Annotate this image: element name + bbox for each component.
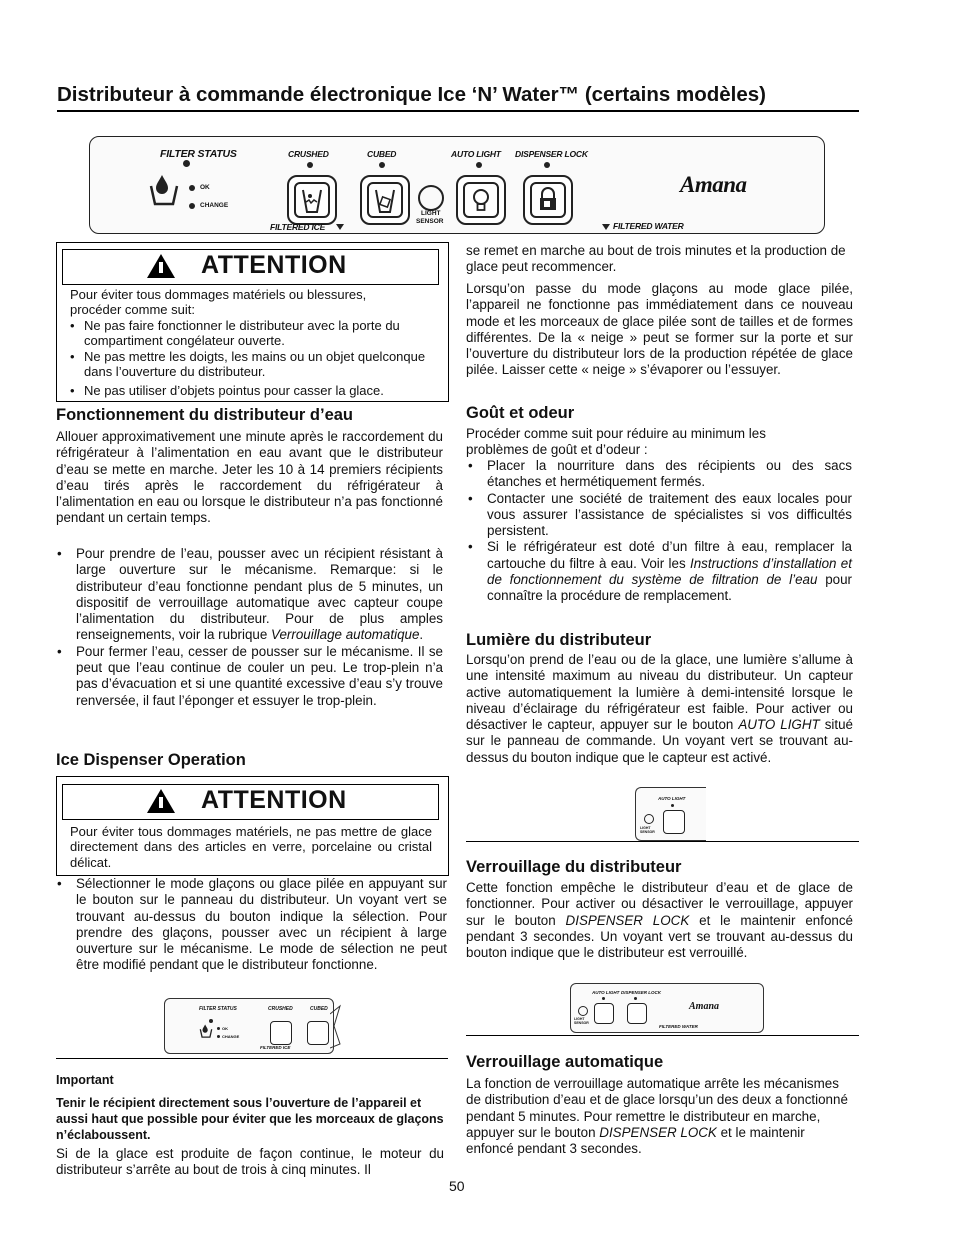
lock-icon [532,184,564,216]
filtered-water-arrow-icon [602,224,610,230]
change-label: CHANGE [200,202,229,209]
cubed-ice-icon [369,184,401,216]
warning-intro-1: Pour éviter tous dommages matériels ou blessures, procéder comme suit: [70,287,367,318]
list-item: • Sélectionner le mode glaçons ou glace pilée en appuyant sur le bouton sur le panneau du distributeur. Un voyant vert se trouvant au-dessus du bouton indique la sélection. Pour prendre des glaçons, pousser avec un récipient à large ouverture sur le mécanisme. Le mode de sélection ne peut être modifié pendant que le distributeur fonctionne. [55,876,447,974]
ice-section-heading: Ice Dispenser Operation [56,751,246,769]
mini-cubed-label: CUBED [310,1006,328,1012]
mini-lock-panel [570,983,764,1033]
list-item: • Pour prendre de l’eau, pousser avec un récipient résistant à large ouverture sur le mécanisme. Remarque: si le distributeur d’eau fonctionne pendant plus de 5 minutes, un dispositif de verrouillage automatique avec capteur coupe l’alimentation du distributeur. Pour de plus amples renseignements, voir la rubrique Verrouillage automatique. [55,546,443,644]
filter-status-led [183,160,190,167]
mini2-amana-logo: Amana [689,1001,720,1012]
filtered-ice-arrow-icon [336,224,344,230]
light-sensor-icon [418,185,444,211]
taste-bullet-list [466,458,852,605]
mini-light-sensor-icon [644,814,654,824]
mini-filtered-ice-label: FILTERED ICE [260,1045,291,1050]
ice-section-rule [56,1058,448,1059]
list-item: • Placer la nourriture dans des récipients ou des sacs étanches et hermétiquement fermés. [466,458,852,491]
mini2-auto-light-led [602,997,605,1000]
filtered-ice-label: FILTERED ICE [270,222,326,232]
warning-exclamation-icon [159,262,163,273]
list-item: • Ne pas faire fonctionner le distributeur avec la porte du compartiment congélateur ouverte. [70,318,434,349]
dispenser-lock-label: DISPENSER LOCK [515,149,588,159]
mini-auto-light-led [671,804,674,807]
mini-auto-light-button [663,810,685,834]
warning-exclamation-icon [159,797,163,808]
lock-text-italic: DISPENSER LOCK [565,912,690,928]
lock-section-rule [466,1035,859,1036]
mini2-lock-led [634,997,637,1000]
warning-heading-2: ATTENTION [201,786,347,814]
warning-header-2 [62,784,439,820]
mini-change-label: CHANGE [222,1034,240,1039]
lock-text-a: Cette fonction empêche le distributeur d’eau et de glace de fonctionner. Pour activer ou désactiver le verrouillage, appuyer sur le bouton [466,880,853,928]
light-bulb-icon [465,184,497,216]
light-heading: Lumière du distributeur [466,631,652,649]
cubed-ice-button[interactable] [360,175,410,225]
list-item [466,539,852,604]
ok-led [189,185,195,191]
mini-auto-light-label: AUTO LIGHT [658,796,686,801]
auto-text-italic: DISPENSER LOCK [599,1124,717,1140]
right-continuation-1: se remet en marche au bout de trois minutes et la production de glace peut recommencer. [466,243,846,275]
lock-text-b: et le maintenir enfoncé pendant 3 secondes. Un voyant vert se trouvant au-dessus du bouton indique que le distributeur est verrouillé. [466,912,853,961]
taste-b3-italic: Instructions d’installation et de fonctionnement du système de filtration de l’eau [487,555,852,588]
mini-crushed-button [270,1021,292,1045]
page-title: Distributeur à commande électronique Ice ‘N’ Water™ (certains modèles) [57,83,766,106]
list-item: • Pour fermer l’eau, cesser de pousser sur le mécanisme. Il se peut que l’eau continue de couler un peu. Le trop-plein n’a pas d’évacuation et si une quantité excessive d’eau s’y trouve renversée, il faut l’éponger et essuyer le trop-plein. [55,644,443,709]
mini-change-led [217,1035,220,1038]
list-item: • Ne pas utiliser d’objets pointus pour casser la glace. [70,383,434,398]
right-continuation-2: Lorsqu’on passe du mode glaçons au mode glace pilée, l’appareil ne fonctionne pas immédiatement dans ce nouveau mode et les morceaux de glace pilée sont de tailles et de formes différentes. De la « neige » peut se former sur la porte et sur l’ouverture du distributeur lors de la production répétée de glace pilée. Laisser cette « neige » s’évaporer ou l’essuyer. [466,281,853,378]
mini-ok-label: OK [222,1026,228,1031]
crushed-ice-button[interactable] [287,175,337,225]
cubed-led [379,162,385,168]
light-sensor-label-1: LIGHT [421,210,441,217]
page-number: 50 [449,1178,465,1194]
light-text-italic: AUTO LIGHT [738,717,820,733]
list-item: • Ne pas mettre les doigts, les mains ou un objet quelconque dans l’ouverture du distributeur. [70,349,434,380]
auto-lock-heading: Verrouillage automatique [466,1053,664,1071]
light-sensor-label-2: SENSOR [416,218,444,225]
mini-ice-panel [164,998,334,1054]
warning-heading-1: ATTENTION [201,251,347,279]
warning-text-2: Pour éviter tous dommages matériels, ne pas mettre de glace directement dans des articles en verre, porcelaine ou cristal délicat. [70,824,432,870]
mini-crushed-label: CRUSHED [268,1006,293,1012]
taste-heading: Goût et odeur [466,404,575,422]
auto-text-a: La fonction de verrouillage automatique arrête les mécanismes de distribution d’eau et de glace lorsqu’un des deux a fonctionné pendant 5 minutes. Pour remettre le distributeur en marche, appuyer sur le bouton [466,1076,848,1140]
mini-ok-led [217,1027,220,1030]
taste-b3-text: Si le réfrigérateur est doté d’un filtre à eau, remplacer la cartouche du filtre à eau. Voir les [487,539,852,571]
mini2-lock-label: DISPENSER LOCK [621,990,662,995]
water-section-heading: Fonctionnement du distributeur d’eau [56,406,353,424]
mini2-light-sensor-label: LIGHT SENSOR [574,1017,589,1025]
ice-bullet-list [55,876,447,974]
list-item: • Contacter une société de traitement des eaux locales pour vous assurer l’assistance de spécialistes si vos difficultés persistent. [466,491,852,540]
mini2-light-sensor-icon [578,1006,588,1016]
cubed-label: CUBED [367,149,397,159]
water-bullet-list [55,546,443,709]
light-section-rule [466,841,859,842]
auto-text-b: et le maintenir enfoncé pendant 3 secondes. [466,1124,805,1157]
mini-light-sensor-label: LIGHT SENSOR [640,826,655,834]
mini-panel-tear-icon [330,1004,342,1050]
water-filter-icon [148,172,180,208]
warning-box-1 [56,242,449,402]
filter-status-label: FILTER STATUS [160,148,237,160]
light-text-a: Lorsqu’on prend de l’eau ou de la glace, une lumière s’allume à une intensité maximum au niveau du distributeur. Un capteur active automatiquement la lumière à demi-intensité lorsque le niveau d’éclairage du réfrigérateur est faible. Pour activer ou désactiver le capteur, appuyer sur le bouton [466,652,853,733]
auto-light-label: AUTO LIGHT [451,149,501,159]
crushed-led [307,162,313,168]
mini-cubed-button [307,1021,329,1045]
auto-light-led [476,162,482,168]
important-label: Important [56,1073,114,1087]
taste-intro: Procéder comme suit pour réduire au minimum les problèmes de goût et d’odeur : [466,426,766,458]
warning-header-1 [62,249,439,285]
mini-water-filter-icon [199,1023,213,1039]
important-text: Tenir le récipient directement sous l’ouverture de l’appareil et aussi haut que possible pour éviter que les morceaux de glaçons n’éclaboussent. [56,1096,444,1142]
mini2-auto-light-button [594,1003,614,1024]
dispenser-lock-button[interactable] [523,175,573,225]
light-paragraph [466,652,853,766]
title-rule [57,110,859,112]
dispenser-control-panel [89,136,825,234]
auto-lock-paragraph [466,1076,853,1157]
crushed-label: CRUSHED [288,149,329,159]
water-intro-paragraph: Allouer approximativement une minute après le raccordement du réfrigérateur à l’alimentation en eau avant que le distributeur d’eau se mette en marche. Jeter les 10 à 14 premiers récipients d’eau tirés après le raccordement du réfrigérateur à l’alimentation en eau ou lorsque le distributeur n’a pas fonctionné pendant un certain temps. [56,429,443,526]
lock-heading: Verrouillage du distributeur [466,858,682,876]
filtered-water-label: FILTERED WATER [613,221,684,231]
light-text-b: situé sur le panneau de commande. Un voyant vert se trouvant au-dessus du bouton indique que le capteur est activé. [466,717,853,765]
ice-final-paragraph: Si de la glace est produite de façon continue, le moteur du distributeur s’arrête au bout de trois à cinq minutes. Il [56,1146,444,1178]
lock-paragraph [466,880,853,961]
taste-b3-end: pour connaître la procédure de remplacement. [487,572,852,604]
mini-filter-label: FILTER STATUS [199,1006,237,1012]
crushed-ice-icon [296,184,328,216]
warning-box-2 [56,776,449,876]
water-bullet-1-italic: Verrouillage automatique [271,627,420,643]
warning-list-1 [70,318,434,398]
mini-auto-light-panel [635,787,706,841]
mini2-lock-button [627,1003,647,1024]
change-led [189,203,195,209]
dispenser-lock-led [544,162,550,168]
water-bullet-1-text: Pour prendre de l’eau, pousser avec un récipient résistant à large ouverture sur le mécanisme. Remarque: si le distributeur d’eau fonctionne pendant plus de 5 minutes, un dispositif de verrouillage automatique avec capteur coupe l’alimentation du distributeur. Pour de plus amples renseignements, voir la rubrique [76,546,443,643]
amana-logo: Amana [680,172,747,197]
mini2-filtered-water-label: FILTERED WATER [659,1024,698,1029]
auto-light-button[interactable] [456,175,506,225]
ok-label: OK [200,184,210,191]
mini2-auto-light-label: AUTO LIGHT [592,990,620,995]
